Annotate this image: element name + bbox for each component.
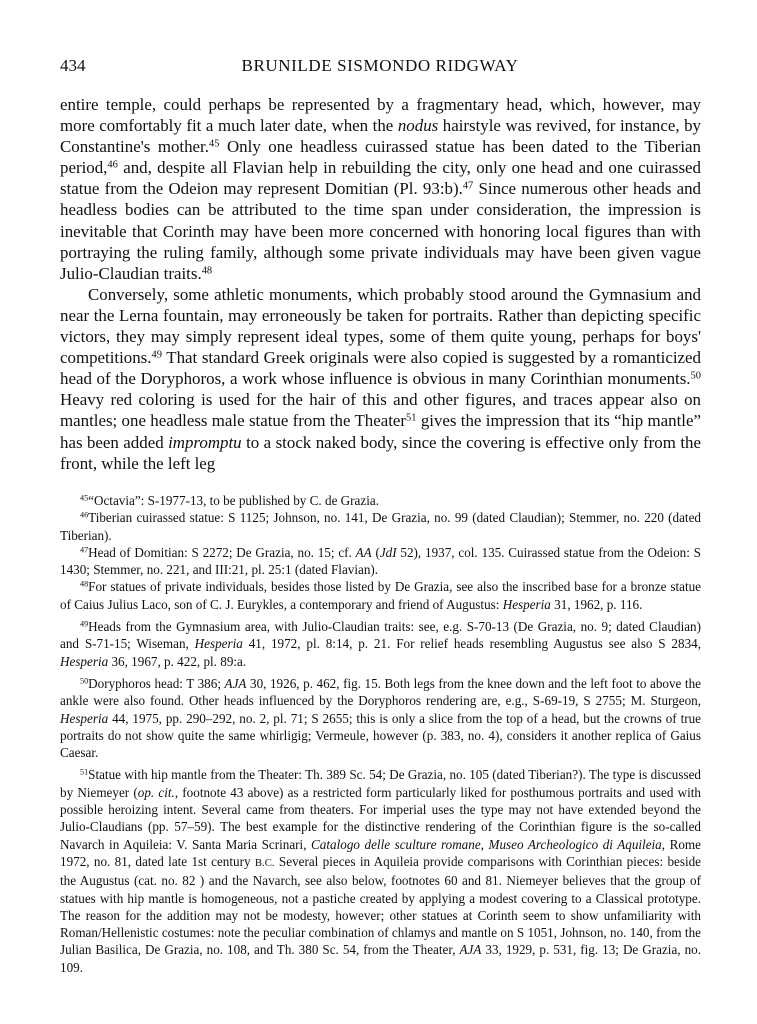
footnote-group bbox=[60, 675, 701, 761]
paragraph-1 bbox=[60, 94, 701, 284]
footnote-group bbox=[60, 618, 701, 670]
journal-title: AJA bbox=[459, 942, 482, 958]
footnote-text: 31, 1962, p. 116. bbox=[550, 596, 643, 612]
footnote-number: 50 bbox=[80, 676, 89, 686]
footnote-group bbox=[60, 492, 701, 613]
footnote-text: Several pieces in Aquileia provide comparisons with Corinthian pieces: beside the Augustus (cat. no. 82 ) and the Navarch, see also below, footnotes 60 and 81. Niemeyer believes that the group of statues with hip mantle is homogeneous, not a pastiche created by applying a modest covering to a Classical prototype. The reason for the addition may not be modesty, however; other statues at Corinth seem to show unfamiliarity with Roman/Hellenistic costumes: note the peculiar combination of chlamys and mantle on S 1051, Johnson, no. 140, from the Julian Basilica, De Grazia, no. 108, and Th. 380 Sc. 54, from the Theater, bbox=[60, 853, 702, 958]
text-span: gives the impression that its “hip mantle” has been added bbox=[60, 411, 701, 452]
page-number: 434 bbox=[60, 56, 86, 75]
footnote-text: 41, 1972, pl. 8:14, p. 21. For relief heads resembling Augustus see also S 2834, bbox=[242, 636, 701, 652]
footnote-number: 46 bbox=[80, 510, 89, 520]
footnote-text: Doryphoros head: T 386; bbox=[88, 675, 225, 691]
footnotes bbox=[60, 492, 701, 981]
text-span: hairstyle was revived, for instance, by Constantine's mother. bbox=[60, 116, 701, 157]
text-span: entire temple, could perhaps be represented by a fragmentary head, which, however, may more comfortably fit a much later date, when the bbox=[60, 95, 701, 136]
footnote-51 bbox=[60, 766, 701, 976]
footnote-text: 44, 1975, pp. 290–292, no. 2, pl. 71; S 2655; this is only a slice from the top of a head, but the crowns of true portraits do not show quite the same whirligig; Vermeule, however (p. 383, no. 4), considers it another replica of Gaius Caesar. bbox=[60, 710, 701, 761]
footnote-number: 47 bbox=[80, 545, 89, 555]
running-title: BRUNILDE SISMONDO RIDGWAY bbox=[241, 56, 519, 75]
footnote-text: , Rome 1972, no. 81, dated late 1st century bbox=[60, 836, 701, 869]
paragraph-2 bbox=[60, 284, 701, 474]
footnote-ref-50[interactable]: 50 bbox=[690, 370, 701, 382]
journal-title: Hesperia bbox=[60, 710, 109, 726]
footnote-ref-46[interactable]: 46 bbox=[107, 159, 118, 171]
footnote-text: 33, 1929, p. 531, fig. 13; De Grazia, no. 109. bbox=[60, 942, 701, 975]
footnote-text: Statue with hip mantle from the Theater: Th. 389 Sc. 54; De Grazia, no. 105 (dated Tiberian?). The type is discussed by Niemeyer ( bbox=[60, 767, 701, 800]
footnote-ref-47[interactable]: 47 bbox=[462, 180, 474, 192]
footnote-text: Tiberian cuirassed statue: S 1125; Johnson, no. 141, De Grazia, no. 99 (dated Claudian); Stemmer, no. 220 (dated Tiberian). bbox=[60, 510, 701, 543]
footnote-46 bbox=[60, 509, 701, 544]
footnote-text: 30, 1926, p. 462, fig. 15. Both legs from the knee down and the left foot to above the ankle were also found. Other heads influenced by the Doryphoros rendering are, e.g., S-69-19, S 2755; M. Sturgeon, bbox=[60, 675, 701, 709]
footnote-text: 52), 1937, col. 135. Cuirassed statue from the Odeion: S 1430; Stemmer, no. 221, and III:21, pl. 25:1 (dated Flavian). bbox=[60, 544, 701, 578]
footnote-text: For statues of private individuals, besides those listed by De Grazia, see also the inscribed base for a bronze statue of Caius Julius Laco, son of C. J. Eurykles, a contemporary and friend of Augustus: bbox=[60, 579, 701, 612]
journal-title: Hesperia bbox=[60, 653, 109, 669]
footnote-ref-49[interactable]: 49 bbox=[151, 349, 162, 361]
journal-title: AJA bbox=[224, 675, 247, 691]
main-text bbox=[60, 94, 701, 474]
emphasis: nodus bbox=[397, 116, 439, 136]
journal-title: Hesperia bbox=[194, 636, 243, 652]
footnote-text: ( bbox=[371, 544, 380, 560]
journal-title: AA bbox=[355, 544, 372, 560]
footnote-ref-45[interactable]: 45 bbox=[208, 138, 220, 150]
page-header bbox=[60, 56, 700, 78]
footnote-number: 49 bbox=[80, 619, 89, 629]
small-caps-era: B.C. bbox=[254, 856, 275, 869]
footnote-text: 36, 1967, p. 422, pl. 89:a. bbox=[108, 653, 247, 669]
footnote-50 bbox=[60, 675, 701, 761]
text-span: to a stock naked body, since the covering is effective only from the front, while the left leg bbox=[60, 432, 701, 473]
footnote-text: Head of Domitian: S 2272; De Grazia, no. 15; cf. bbox=[88, 544, 356, 560]
journal-title: Hesperia bbox=[502, 596, 551, 612]
text-span: Since numerous other heads and headless bodies can be attributed to the time span under consideration, the impression is inevitable that Corinth may have been more concerned with honoring local figures than with portraying the ruling family, although some private individuals may have been given vague Julio-Claudian traits. bbox=[60, 179, 701, 283]
footnote-48 bbox=[60, 578, 701, 613]
text-span: That standard Greek originals were also copied is suggested by a romanticized head of the Doryphoros, a work whose influence is obvious in many Corinthian monuments. bbox=[60, 348, 701, 389]
footnote-ref-51[interactable]: 51 bbox=[406, 412, 417, 424]
footnote-45 bbox=[60, 492, 701, 509]
footnote-group bbox=[60, 766, 701, 976]
citation-title: Catalogo delle sculture romane, Museo Archeologico di Aquileia bbox=[311, 836, 662, 852]
journal-title: JdI bbox=[379, 544, 397, 560]
footnote-number: 45 bbox=[80, 493, 89, 503]
footnote-ref-48[interactable]: 48 bbox=[201, 265, 213, 276]
text-span: and, despite all Flavian help in rebuilding the city, only one head and one cuirassed statue from the Odeion may represent Domitian (Pl. 93:b). bbox=[60, 158, 701, 199]
footnote-49 bbox=[60, 618, 701, 670]
text-span: Conversely, some athletic monuments, which probably stood around the Gymnasium and near the Lerna fountain, may erroneously be taken for portraits. Rather than depicting specific victors, they may simply represent ideal types, some of them quite young, perhaps for boys' competitions. bbox=[60, 284, 701, 368]
footnote-text: , footnote 43 above) as a restricted form particularly liked for posthumous portraits and used with possible heroizing intent. Several came from theaters. For imperial uses the type may not have extended beyond the Julio-Claudians (pp. 57–59). The best example for the distinctive rendering of the Corinthian figure is the so-called Navarch in Aquileia: V. Santa Maria Scrinari, bbox=[60, 784, 701, 852]
emphasis: impromptu bbox=[168, 432, 242, 452]
footnote-text: Heads from the Gymnasium area, with Julio-Claudian traits: see, e.g. S-70-13 (De Grazia, no. 9; dated Claudian) and S-71-15; Wiseman, bbox=[60, 619, 701, 652]
footnote-text: “Octavia”: S-1977-13, to be published by C. de Grazia. bbox=[88, 493, 379, 508]
citation-title: op. cit. bbox=[137, 784, 175, 800]
text-span: Only one headless cuirassed statue has been dated to the Tiberian period, bbox=[60, 137, 701, 178]
footnote-number: 51 bbox=[80, 767, 89, 777]
footnote-47 bbox=[60, 544, 701, 579]
footnote-number: 48 bbox=[80, 580, 89, 590]
text-span: Heavy red coloring is used for the hair of this and other figures, and traces appear also on mantles; one headless male statue from the Theater bbox=[60, 390, 701, 431]
